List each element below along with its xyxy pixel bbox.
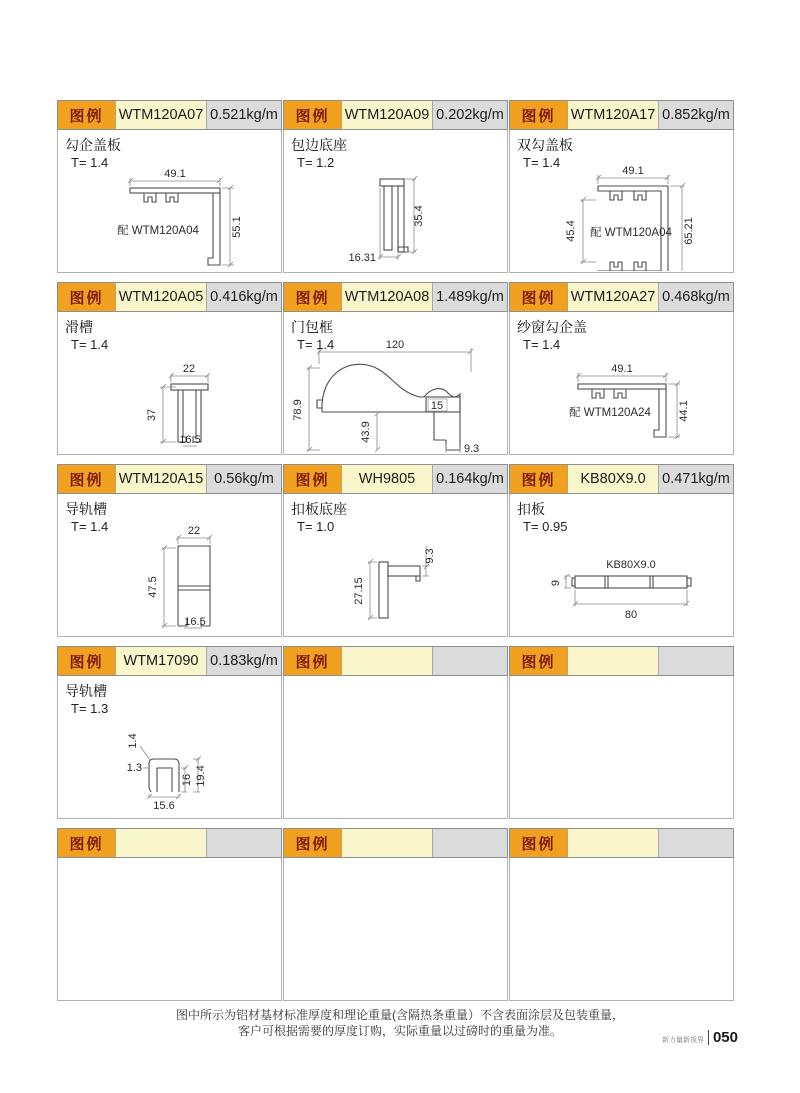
dim-bottom-label: 16.5 [179, 434, 201, 446]
cell-header [509, 646, 734, 676]
cell-header [57, 646, 282, 676]
legend-label: 图例 [510, 647, 567, 675]
cell-body [509, 676, 734, 819]
profile-thickness: T= 1.4 [523, 155, 561, 170]
cell-body [283, 858, 508, 1001]
dimension-lines [564, 574, 689, 606]
cell-body [283, 494, 508, 637]
profile-grid [57, 100, 735, 1001]
legend-label: 图例 [284, 465, 341, 493]
dim-height-label: 55.1 [231, 216, 243, 238]
weight-value: 1.489kg/m [432, 283, 507, 311]
profile-name: 导轨槽 [65, 501, 107, 517]
dim-left-label: 47.5 [147, 576, 159, 598]
mating-profile-note: 配 WTM120A04 [590, 227, 672, 239]
model-number: WTM120A08 [341, 283, 432, 311]
profile-cell-wtm120a27 [509, 282, 734, 455]
cell-header [283, 646, 508, 676]
profile-name: 双勾盖板 [517, 137, 573, 153]
empty-cell [509, 646, 734, 819]
legend-label: 图例 [58, 465, 115, 493]
legend-label: 图例 [284, 647, 341, 675]
dim-width-label: 49.1 [622, 165, 644, 177]
model-number: KB80X9.0 [567, 465, 658, 493]
legend-label: 图例 [510, 829, 567, 857]
cell-header [283, 464, 508, 494]
dim-height-label: 44.1 [678, 400, 690, 422]
profile-cell-wtm17090 [57, 646, 282, 819]
mating-profile-note: 配 WTM120A24 [569, 407, 651, 419]
weight-value: 0.183kg/m [206, 647, 281, 675]
dim-thickness-top-label: 1.4 [127, 733, 139, 749]
model-number [567, 829, 658, 857]
profile-name: 门包框 [291, 319, 333, 335]
weight-value: 0.468kg/m [658, 283, 733, 311]
dimension-lines [576, 373, 680, 439]
legend-label: 图例 [284, 101, 341, 129]
legend-label: 图例 [510, 465, 567, 493]
profile-name: 扣板底座 [291, 501, 347, 517]
cell-body [283, 130, 508, 273]
profile-thickness: T= 1.3 [71, 701, 109, 716]
legend-label: 图例 [284, 283, 341, 311]
empty-cell [57, 828, 282, 1001]
cell-header [283, 100, 508, 130]
weight-value: 0.416kg/m [206, 283, 281, 311]
cell-body [57, 858, 282, 1001]
dim-top-label: 120 [385, 339, 405, 351]
dim-outer-height-label: 19.4 [195, 765, 207, 787]
profile-cell-kb80x90 [509, 464, 734, 637]
profile-cell-wtm120a09 [283, 100, 508, 273]
profile-name: 扣板 [517, 501, 545, 517]
profile-outline [379, 562, 420, 618]
dim-width-label: 49.1 [611, 363, 633, 375]
model-number: WTM120A05 [115, 283, 206, 311]
cell-body [509, 130, 734, 273]
profile-thickness: T= 1.0 [297, 519, 335, 534]
cell-body [57, 130, 282, 273]
profile-thickness: T= 1.4 [71, 337, 109, 352]
dim-mid-label: 43.9 [360, 421, 372, 443]
empty-cell [283, 828, 508, 1001]
cell-header [57, 464, 282, 494]
footer-note-line2: 客户可根据需要的厚度订购，实际重量以过磅时的重量为准。 [237, 1024, 562, 1038]
profile-outline [380, 179, 408, 252]
cell-header [57, 828, 282, 858]
profile-outline [572, 576, 691, 588]
profile-cell-wtm120a07 [57, 100, 282, 273]
cell-header [57, 282, 282, 312]
profile-cell-wtm120a08 [283, 282, 508, 455]
model-number: WTM120A07 [115, 101, 206, 129]
empty-cell [283, 646, 508, 819]
profile-thickness: T= 1.4 [71, 519, 109, 534]
cell-header [509, 100, 734, 130]
dim-left-label: 9 [550, 579, 562, 587]
profile-name: 滑槽 [65, 319, 93, 335]
dimension-lines [162, 535, 212, 628]
profile-cell-wtm120a17 [509, 100, 734, 273]
legend-label: 图例 [58, 101, 115, 129]
legend-label: 图例 [58, 647, 115, 675]
profile-thickness: T= 1.4 [297, 337, 335, 352]
model-number [341, 647, 432, 675]
dimension-lines [580, 175, 685, 271]
dim-right-label: 65.21 [683, 217, 695, 245]
dim-width-label: 49.1 [164, 168, 186, 180]
dimension-lines [368, 546, 429, 620]
model-number: WTM120A27 [567, 283, 658, 311]
cell-header [57, 100, 282, 130]
dim-bottom-label: 15.6 [153, 800, 175, 812]
cell-header [283, 828, 508, 858]
profile-name: 纱窗勾企盖 [517, 319, 587, 335]
weight-value [658, 647, 733, 675]
model-number: WTM17090 [115, 647, 206, 675]
cell-body [283, 312, 508, 455]
model-number: WTM120A09 [341, 101, 432, 129]
model-number: WH9805 [341, 465, 432, 493]
dim-top-label: 22 [187, 525, 201, 537]
profile-name: 勾企盖板 [65, 137, 121, 153]
profile-code-label: KB80X9.0 [606, 559, 656, 571]
dim-top-label: 9.3 [424, 548, 436, 564]
dim-bottom-label: 80 [624, 609, 638, 621]
weight-value: 0.164kg/m [432, 465, 507, 493]
cell-body [509, 858, 734, 1001]
legend-label: 图例 [510, 101, 567, 129]
weight-value: 0.852kg/m [658, 101, 733, 129]
legend-label: 图例 [510, 283, 567, 311]
dim-inner-height-label: 16 [181, 773, 193, 787]
legend-label: 图例 [58, 829, 115, 857]
profile-cell-wh9805 [283, 464, 508, 637]
profile-outline [149, 759, 179, 792]
profile-name: 包边底座 [291, 137, 347, 153]
dim-left-label: 27.15 [353, 577, 365, 605]
legend-label: 图例 [284, 829, 341, 857]
dim-inner-label: 15 [430, 400, 444, 412]
profile-thickness: T= 1.2 [297, 155, 335, 170]
cell-body [57, 676, 282, 819]
dim-left-label: 45.4 [565, 220, 577, 242]
cell-body [283, 676, 508, 819]
weight-value [206, 829, 281, 857]
cell-body [57, 494, 282, 637]
dim-bottom-label: 9.3 [464, 443, 480, 453]
empty-cell [509, 828, 734, 1001]
cell-body [57, 312, 282, 455]
dimension-lines [128, 178, 234, 267]
profile-thickness: T= 1.4 [71, 155, 109, 170]
weight-value [432, 829, 507, 857]
model-number [567, 647, 658, 675]
dim-thickness-side-label: 1.3 [126, 762, 142, 774]
model-number: WTM120A15 [115, 465, 206, 493]
dim-left-label: 37 [146, 408, 158, 422]
cell-body [509, 312, 734, 455]
profile-cell-wtm120a05 [57, 282, 282, 455]
weight-value: 0.471kg/m [658, 465, 733, 493]
weight-value: 0.521kg/m [206, 101, 281, 129]
dim-height-label: 35.4 [413, 205, 425, 227]
cell-header [283, 282, 508, 312]
dim-top-label: 22 [182, 363, 196, 375]
cell-header [509, 282, 734, 312]
weight-value [658, 829, 733, 857]
model-number: WTM120A17 [567, 101, 658, 129]
profile-name: 导轨槽 [65, 683, 107, 699]
model-number [115, 829, 206, 857]
weight-value: 0.202kg/m [432, 101, 507, 129]
model-number [341, 829, 432, 857]
legend-label: 图例 [58, 283, 115, 311]
profile-outline [178, 546, 210, 626]
cell-header [509, 828, 734, 858]
dim-left-label: 78.9 [292, 399, 304, 421]
dim-bottom-label: 16.5 [184, 616, 206, 628]
profile-thickness: T= 0.95 [523, 519, 568, 534]
weight-value [432, 647, 507, 675]
dim-bottom-label: 16.31 [348, 252, 376, 264]
page-number: 050 [708, 1030, 738, 1045]
cell-header [509, 464, 734, 494]
page-footer [662, 1030, 738, 1045]
weight-value: 0.56kg/m [206, 465, 281, 493]
profile-thickness: T= 1.4 [523, 337, 561, 352]
mating-profile-note: 配 WTM120A04 [117, 225, 199, 237]
dimension-lines [307, 348, 473, 453]
brand-text: 新力量新视界 [661, 1037, 704, 1044]
footer-note-line1: 图中所示为铝材基材标准厚度和理论重量(含隔热条重量）不含表面涂层及包装重量， [176, 1008, 624, 1022]
profile-cell-wtm120a15 [57, 464, 282, 637]
cell-body [509, 494, 734, 637]
